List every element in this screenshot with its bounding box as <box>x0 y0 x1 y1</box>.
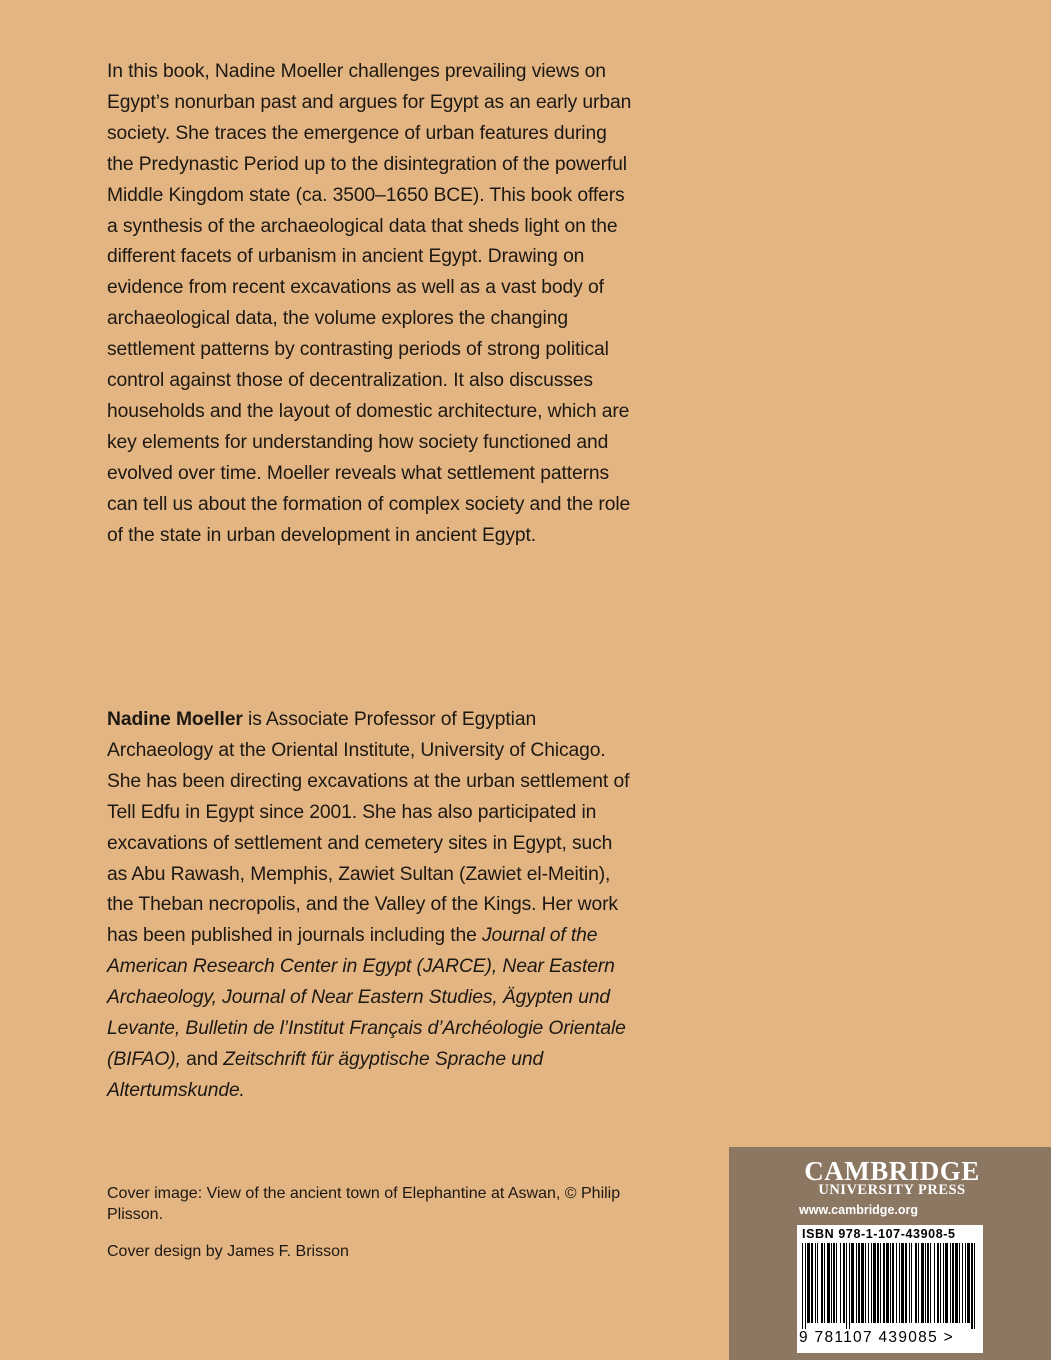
conjunction-text: and <box>180 1048 224 1070</box>
publisher-panel <box>729 1147 1051 1360</box>
publisher-website: www.cambridge.org <box>799 1203 919 1217</box>
barcode-digits: 9 781107 439085 > <box>799 1329 954 1346</box>
book-description: In this book, Nadine Moeller challenges prevailing views on Egypt’s nonurban past and argues for Egypt as an early urban society. She traces the emergence of urban features during the Predynastic Period up to the disintegration of the powerful Middle Kingdom state (ca. 3500–1650 BCE). This book offers a synthesis of the archaeological data that sheds light on the different facets of urbanism in ancient Egypt. Drawing on evidence from recent excavations as well as a vast body of archaeological data, the volume explores the changing settlement patterns by contrasting periods of strong political control against those of decentralization. It also discusses households and the layout of domestic architecture, which are key elements for understanding how society functioned and evolved over time. Moeller reveals what settlement patterns can tell us about the formation of complex society and the role of the state in urban development in ancient Egypt. <box>107 61 632 546</box>
author-bio <box>107 705 637 1107</box>
publisher-subname: UNIVERSITY PRESS <box>818 1182 966 1198</box>
cover-design-credit: Cover design by James F. Brisson <box>107 1243 349 1260</box>
isbn-box <box>797 1225 983 1353</box>
last-journal: Zeitschrift für ägyptische Sprache und Altertumskunde. <box>107 1048 544 1101</box>
barcode <box>800 1243 980 1331</box>
journals-list: Journal of the American Research Center in Egypt (JARCE), Near Eastern Archaeology, Journal of Near Eastern Studies, Ägypten und Levante, Bulletin de l’Institut Français d’Archéologie Orientale (BIFAO), <box>107 925 626 1070</box>
author-bio-text: is Associate Professor of Egyptian Archaeology at the Oriental Institute, University of Chicago. She has been directing excavations at the urban settlement of Tell Edfu in Egypt since 2001. She has also participated in excavations of settlement and cemetery sites in Egypt, such as Abu Rawash, Memphis, Zawiet Sultan (Zawiet el-Meitin), the Theban necropolis, and the Valley of the Kings. Her work has been published in journals including the <box>107 709 630 947</box>
author-name: Nadine Moeller <box>107 709 243 730</box>
isbn-label: ISBN 978-1-107-43908-5 <box>802 1227 956 1241</box>
cover-image-credit: Cover image: View of the ancient town of Elephantine at Aswan, © Philip Plisson. <box>107 1185 621 1223</box>
publisher-name: CAMBRIDGE <box>804 1156 980 1186</box>
